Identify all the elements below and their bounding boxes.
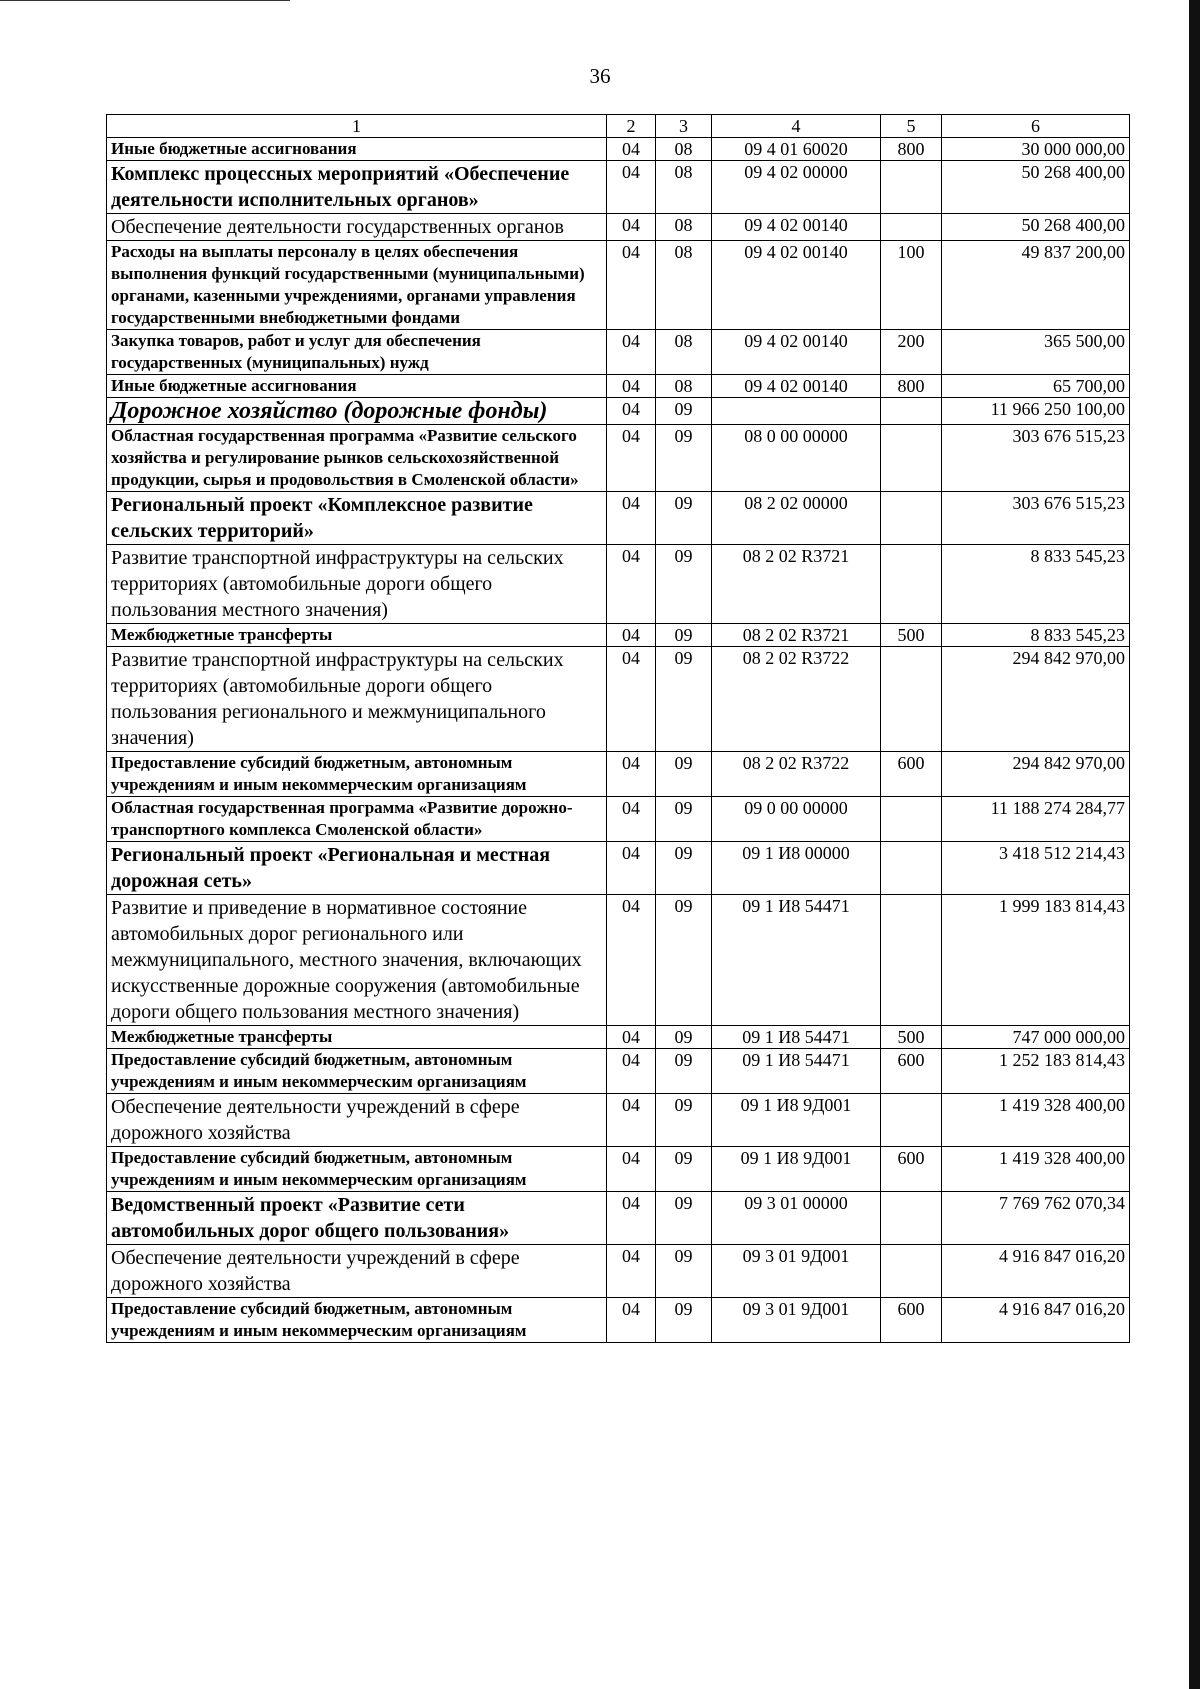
row-expense-type-cell: 800 [881, 138, 942, 161]
row-expense-type-cell [881, 842, 942, 895]
row-amount-cell: 294 842 970,00 [942, 752, 1130, 797]
table-row [107, 624, 1130, 647]
table-row [107, 330, 1130, 375]
row-section-cell: 04 [607, 214, 656, 241]
table-row [107, 1094, 1130, 1147]
table-row [107, 1298, 1130, 1343]
row-subsection-cell: 08 [656, 214, 712, 241]
row-amount-cell: 365 500,00 [942, 330, 1130, 375]
row-amount-cell: 65 700,00 [942, 375, 1130, 398]
table-row [107, 1049, 1130, 1094]
row-amount-cell: 1 419 328 400,00 [942, 1094, 1130, 1147]
row-section-cell: 04 [607, 1298, 656, 1343]
row-subsection-cell: 09 [656, 398, 712, 425]
row-name-cell: Расходы на выплаты персоналу в целях обеспечения выполнения функций государственными (муниципальными) органами, казенными учреждениями, органами управления государственными внебюджетными фондами [107, 241, 607, 330]
row-expense-type-cell: 600 [881, 1147, 942, 1192]
row-target-article-cell: 09 4 02 00000 [712, 161, 881, 214]
row-expense-type-cell [881, 425, 942, 492]
row-name-cell: Иные бюджетные ассигнования [107, 138, 607, 161]
row-expense-type-cell [881, 161, 942, 214]
row-subsection-cell: 09 [656, 647, 712, 752]
row-amount-cell: 4 916 847 016,20 [942, 1245, 1130, 1298]
row-section-cell: 04 [607, 1147, 656, 1192]
row-subsection-cell: 09 [656, 895, 712, 1026]
table-body [107, 138, 1130, 1343]
row-amount-cell: 8 833 545,23 [942, 545, 1130, 624]
table-row [107, 842, 1130, 895]
row-name-cell: Областная государственная программа «Развитие дорожно-транспортного комплекса Смоленской области» [107, 797, 607, 842]
row-section-cell: 04 [607, 797, 656, 842]
row-subsection-cell: 09 [656, 1049, 712, 1094]
row-subsection-cell: 09 [656, 1094, 712, 1147]
table-header-row [107, 115, 1130, 138]
row-expense-type-cell [881, 214, 942, 241]
row-section-cell: 04 [607, 895, 656, 1026]
table-row [107, 425, 1130, 492]
row-subsection-cell: 08 [656, 241, 712, 330]
row-amount-cell: 1 419 328 400,00 [942, 1147, 1130, 1192]
table-row [107, 1192, 1130, 1245]
row-target-article-cell: 08 2 02 00000 [712, 492, 881, 545]
table-row [107, 398, 1130, 425]
row-amount-cell: 11 966 250 100,00 [942, 398, 1130, 425]
row-expense-type-cell [881, 1094, 942, 1147]
table-row [107, 1245, 1130, 1298]
row-target-article-cell: 09 3 01 9Д001 [712, 1298, 881, 1343]
page-number: 36 [589, 64, 611, 88]
row-target-article-cell [712, 398, 881, 425]
row-section-cell: 04 [607, 1245, 656, 1298]
budget-table [106, 114, 1130, 1343]
row-section-cell: 04 [607, 425, 656, 492]
row-expense-type-cell [881, 398, 942, 425]
row-name-cell: Дорожное хозяйство (дорожные фонды) [107, 398, 607, 425]
row-section-cell: 04 [607, 161, 656, 214]
row-section-cell: 04 [607, 752, 656, 797]
row-subsection-cell: 08 [656, 375, 712, 398]
row-section-cell: 04 [607, 1049, 656, 1094]
row-amount-cell: 747 000 000,00 [942, 1026, 1130, 1049]
row-name-cell: Закупка товаров, работ и услуг для обеспечения государственных (муниципальных) нужд [107, 330, 607, 375]
table-row [107, 161, 1130, 214]
row-subsection-cell: 09 [656, 425, 712, 492]
table-row [107, 752, 1130, 797]
row-subsection-cell: 09 [656, 1147, 712, 1192]
row-amount-cell: 294 842 970,00 [942, 647, 1130, 752]
table-row [107, 375, 1130, 398]
row-name-cell: Межбюджетные трансферты [107, 624, 607, 647]
row-target-article-cell: 08 2 02 R3721 [712, 545, 881, 624]
row-subsection-cell: 09 [656, 624, 712, 647]
header-cell-amount: 6 [942, 115, 1130, 138]
row-section-cell: 04 [607, 545, 656, 624]
row-target-article-cell: 09 1 И8 54471 [712, 1026, 881, 1049]
row-section-cell: 04 [607, 647, 656, 752]
row-expense-type-cell [881, 545, 942, 624]
row-target-article-cell: 09 1 И8 9Д001 [712, 1094, 881, 1147]
row-subsection-cell: 09 [656, 797, 712, 842]
row-expense-type-cell: 100 [881, 241, 942, 330]
row-subsection-cell: 09 [656, 492, 712, 545]
row-amount-cell: 7 769 762 070,34 [942, 1192, 1130, 1245]
row-subsection-cell: 09 [656, 1026, 712, 1049]
header-cell-target-article: 4 [712, 115, 881, 138]
row-amount-cell: 1 252 183 814,43 [942, 1049, 1130, 1094]
row-amount-cell: 1 999 183 814,43 [942, 895, 1130, 1026]
row-subsection-cell: 09 [656, 545, 712, 624]
row-subsection-cell: 09 [656, 1298, 712, 1343]
row-target-article-cell: 09 1 И8 9Д001 [712, 1147, 881, 1192]
table-row [107, 895, 1130, 1026]
row-expense-type-cell: 600 [881, 1049, 942, 1094]
row-name-cell: Предоставление субсидий бюджетным, автономным учреждениям и иным некоммерческим организациям [107, 1049, 607, 1094]
row-name-cell: Ведомственный проект «Развитие сети автомобильных дорог общего пользования» [107, 1192, 607, 1245]
row-name-cell: Обеспечение деятельности учреждений в сфере дорожного хозяйства [107, 1094, 607, 1147]
row-amount-cell: 30 000 000,00 [942, 138, 1130, 161]
header-cell-subsection: 3 [656, 115, 712, 138]
row-target-article-cell: 09 4 02 00140 [712, 375, 881, 398]
row-expense-type-cell: 600 [881, 1298, 942, 1343]
row-name-cell: Развитие и приведение в нормативное состояние автомобильных дорог регионального или межмуниципального, местного значения, включающих искусственные дорожные сооружения (автомобильные дороги общего пользования местного значения) [107, 895, 607, 1026]
row-amount-cell: 50 268 400,00 [942, 161, 1130, 214]
row-section-cell: 04 [607, 375, 656, 398]
table-row [107, 1026, 1130, 1049]
row-name-cell: Региональный проект «Комплексное развитие сельских территорий» [107, 492, 607, 545]
row-target-article-cell: 09 4 02 00140 [712, 214, 881, 241]
row-target-article-cell: 09 4 01 60020 [712, 138, 881, 161]
row-target-article-cell: 09 3 01 9Д001 [712, 1245, 881, 1298]
row-amount-cell: 49 837 200,00 [942, 241, 1130, 330]
table-row [107, 545, 1130, 624]
row-expense-type-cell: 200 [881, 330, 942, 375]
row-expense-type-cell: 600 [881, 752, 942, 797]
row-target-article-cell: 09 1 И8 54471 [712, 1049, 881, 1094]
row-expense-type-cell [881, 1245, 942, 1298]
row-amount-cell: 303 676 515,23 [942, 492, 1130, 545]
row-expense-type-cell: 800 [881, 375, 942, 398]
row-target-article-cell: 09 1 И8 00000 [712, 842, 881, 895]
row-amount-cell: 3 418 512 214,43 [942, 842, 1130, 895]
row-name-cell: Обеспечение деятельности учреждений в сфере дорожного хозяйства [107, 1245, 607, 1298]
row-target-article-cell: 08 2 02 R3722 [712, 647, 881, 752]
row-section-cell: 04 [607, 1026, 656, 1049]
row-expense-type-cell [881, 492, 942, 545]
row-section-cell: 04 [607, 492, 656, 545]
row-name-cell: Областная государственная программа «Развитие сельского хозяйства и регулирование рынков сельскохозяйственной продукции, сырья и продовольствия в Смоленской области» [107, 425, 607, 492]
row-expense-type-cell [881, 797, 942, 842]
row-name-cell: Развитие транспортной инфраструктуры на сельских территориях (автомобильные дороги общего пользования местного значения) [107, 545, 607, 624]
table-row [107, 1147, 1130, 1192]
row-target-article-cell: 09 1 И8 54471 [712, 895, 881, 1026]
table-row [107, 492, 1130, 545]
scan-edge-shadow [1189, 0, 1200, 1689]
row-amount-cell: 50 268 400,00 [942, 214, 1130, 241]
row-subsection-cell: 09 [656, 1245, 712, 1298]
row-subsection-cell: 09 [656, 842, 712, 895]
row-target-article-cell: 09 4 02 00140 [712, 330, 881, 375]
row-name-cell: Иные бюджетные ассигнования [107, 375, 607, 398]
table-row [107, 138, 1130, 161]
row-section-cell: 04 [607, 398, 656, 425]
row-name-cell: Развитие транспортной инфраструктуры на сельских территориях (автомобильные дороги общего пользования регионального и межмуниципального значения) [107, 647, 607, 752]
table-row [107, 214, 1130, 241]
row-section-cell: 04 [607, 1192, 656, 1245]
row-expense-type-cell [881, 647, 942, 752]
row-expense-type-cell: 500 [881, 1026, 942, 1049]
row-subsection-cell: 08 [656, 161, 712, 214]
row-name-cell: Предоставление субсидий бюджетным, автономным учреждениям и иным некоммерческим организациям [107, 1298, 607, 1343]
header-cell-section: 2 [607, 115, 656, 138]
row-section-cell: 04 [607, 330, 656, 375]
row-target-article-cell: 08 0 00 00000 [712, 425, 881, 492]
row-subsection-cell: 08 [656, 138, 712, 161]
row-amount-cell: 11 188 274 284,77 [942, 797, 1130, 842]
row-expense-type-cell [881, 1192, 942, 1245]
row-name-cell: Обеспечение деятельности государственных органов [107, 214, 607, 241]
row-name-cell: Региональный проект «Региональная и местная дорожная сеть» [107, 842, 607, 895]
row-section-cell: 04 [607, 624, 656, 647]
header-cell-name: 1 [107, 115, 607, 138]
row-name-cell: Предоставление субсидий бюджетным, автономным учреждениям и иным некоммерческим организациям [107, 1147, 607, 1192]
row-name-cell: Предоставление субсидий бюджетным, автономным учреждениям и иным некоммерческим организациям [107, 752, 607, 797]
table-row [107, 241, 1130, 330]
table-row [107, 647, 1130, 752]
row-section-cell: 04 [607, 241, 656, 330]
row-name-cell: Комплекс процессных мероприятий «Обеспечение деятельности исполнительных органов» [107, 161, 607, 214]
row-amount-cell: 303 676 515,23 [942, 425, 1130, 492]
row-subsection-cell: 09 [656, 1192, 712, 1245]
row-section-cell: 04 [607, 842, 656, 895]
row-expense-type-cell [881, 895, 942, 1026]
row-subsection-cell: 08 [656, 330, 712, 375]
row-target-article-cell: 09 0 00 00000 [712, 797, 881, 842]
row-target-article-cell: 08 2 02 R3721 [712, 624, 881, 647]
row-section-cell: 04 [607, 138, 656, 161]
row-subsection-cell: 09 [656, 752, 712, 797]
scan-artifact-line [0, 0, 290, 1]
row-name-cell: Межбюджетные трансферты [107, 1026, 607, 1049]
row-section-cell: 04 [607, 1094, 656, 1147]
row-target-article-cell: 08 2 02 R3722 [712, 752, 881, 797]
row-expense-type-cell: 500 [881, 624, 942, 647]
row-amount-cell: 4 916 847 016,20 [942, 1298, 1130, 1343]
row-target-article-cell: 09 4 02 00140 [712, 241, 881, 330]
table-row [107, 797, 1130, 842]
row-target-article-cell: 09 3 01 00000 [712, 1192, 881, 1245]
header-cell-expense-type: 5 [881, 115, 942, 138]
row-amount-cell: 8 833 545,23 [942, 624, 1130, 647]
